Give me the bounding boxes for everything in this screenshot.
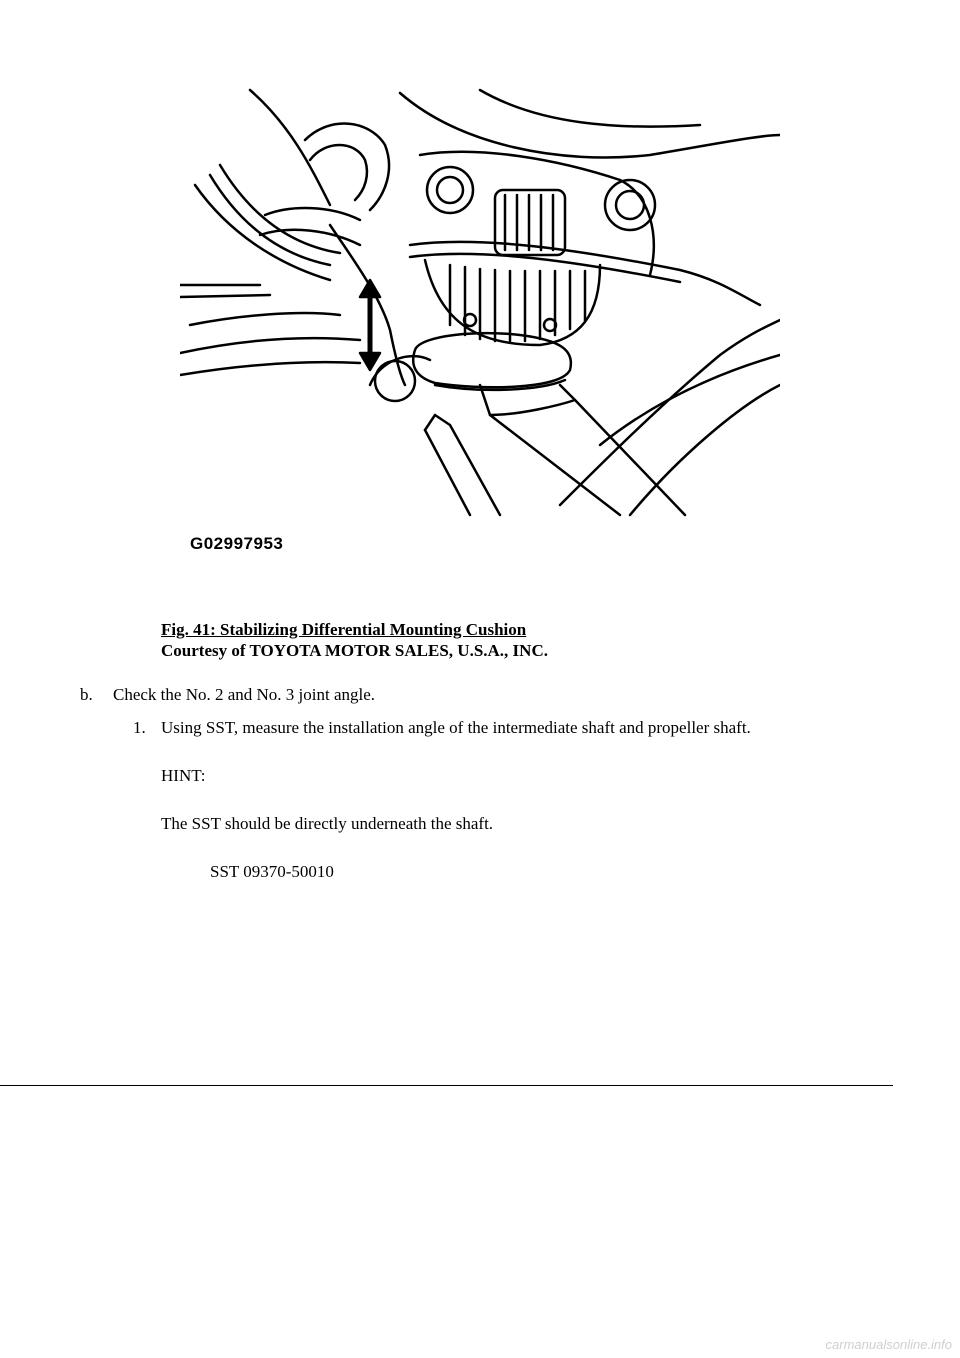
differential-illustration xyxy=(180,85,780,517)
figure-id-label: G02997953 xyxy=(190,534,284,553)
step-1-text: Using SST, measure the installation angle of the intermediate shaft and propeller shaft. xyxy=(161,718,751,737)
caption-courtesy: Courtesy of TOYOTA MOTOR SALES, U.S.A., INC. xyxy=(161,641,548,660)
hint-label: HINT: xyxy=(161,766,206,785)
page-divider xyxy=(0,1085,893,1086)
step-b-marker: b. xyxy=(80,685,93,704)
hint-text: The SST should be directly underneath the shaft. xyxy=(161,814,494,833)
figure-caption xyxy=(161,619,548,661)
step-1-marker: 1. xyxy=(133,718,146,737)
step-b-text: Check the No. 2 and No. 3 joint angle. xyxy=(113,685,376,704)
caption-title[interactable]: Fig. 41: Stabilizing Differential Mounting Cushion xyxy=(161,620,527,639)
sst-number: SST 09370-50010 xyxy=(210,862,334,881)
watermark: carmanualsonline.info xyxy=(825,1337,952,1352)
